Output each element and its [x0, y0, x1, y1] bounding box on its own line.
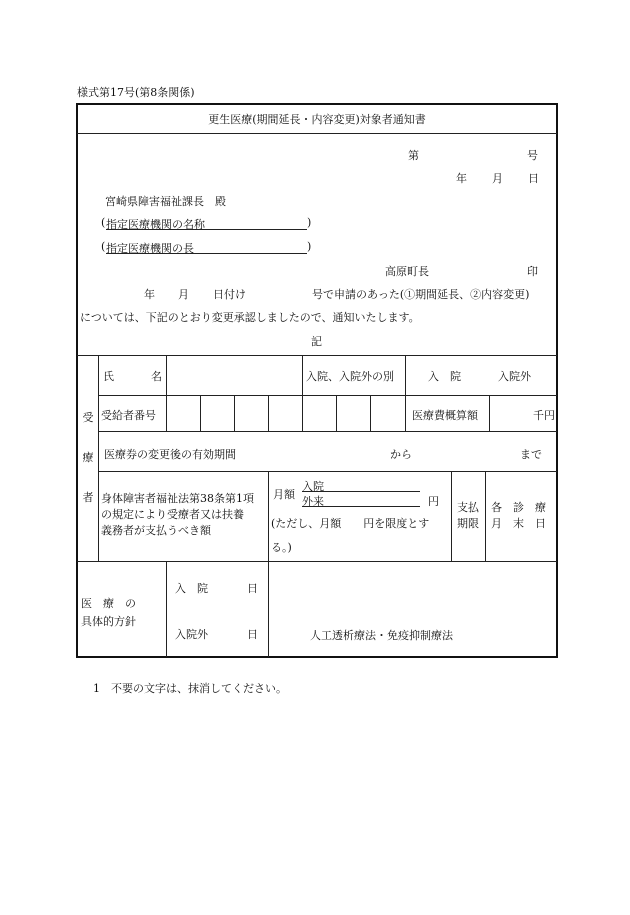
policy-outpatient-day: 日	[247, 628, 258, 641]
name-label-part2: 名	[151, 370, 162, 383]
number-suffix: 号	[527, 149, 538, 162]
policy-inpatient-day: 日	[247, 582, 258, 595]
institution-head-field[interactable]: 指定医療機関の長	[106, 242, 194, 255]
name-field-right	[302, 355, 303, 395]
body-request-text: 号で申請のあった(①期間延長、②内容変更)	[312, 288, 530, 301]
burden-line-3: 義務者が支払うべき額	[101, 524, 211, 537]
body-month: 月	[178, 288, 189, 301]
recipient-label-3: 者	[82, 491, 94, 504]
yen-unit: 円	[428, 495, 439, 508]
payment-deadline-line-1: 支払	[457, 501, 479, 514]
form-number-label: 様式第17号(第8条関係)	[77, 86, 195, 99]
recipient-column-divider	[98, 355, 99, 561]
limit-note-line-1: (ただし、月額 円を限度とす	[271, 517, 430, 530]
burden-line-2: の規定により受療者又は扶養	[101, 508, 244, 521]
paren-open-2: (	[101, 240, 106, 253]
payment-terms	[491, 500, 546, 532]
payment-terms-line-2: 月 末 日	[491, 517, 546, 530]
policy-divider-left	[166, 561, 167, 657]
digit-box-line-6	[370, 395, 371, 431]
mayor-title: 高原町長	[385, 265, 429, 278]
monthly-outpatient: 外来	[302, 495, 324, 508]
institution-name-underline	[106, 229, 307, 230]
addressee: 宮崎県障害福祉課長 殿	[105, 195, 226, 208]
treatment-text: 人工透析療法・免疫抑制療法	[310, 629, 453, 642]
institution-name-field[interactable]: 指定医療機関の名称	[106, 218, 205, 231]
medical-estimate-label: 医療費概算額	[412, 409, 478, 422]
policy-outpatient: 入院外	[175, 628, 208, 641]
body-year: 年	[144, 288, 155, 301]
recipient-label-2: 療	[82, 451, 94, 464]
digit-box-line-3	[268, 395, 269, 431]
policy-label	[81, 595, 136, 631]
paren-close-1: )	[307, 216, 312, 229]
date-day: 日	[528, 172, 539, 185]
date-year: 年	[456, 172, 467, 185]
digit-box-line-0	[166, 395, 167, 431]
inpatient-option[interactable]: 入 院	[428, 370, 461, 383]
digit-box-line-5	[336, 395, 337, 431]
policy-inpatient: 入 院	[175, 582, 208, 595]
date-month: 月	[492, 172, 503, 185]
form-title: 更生医療(期間延長・内容変更)対象者通知書	[208, 113, 426, 126]
digit-box-line-1	[200, 395, 201, 431]
body-approval-text: については、下記のとおり変更承認しましたので、通知いたします。	[80, 311, 420, 324]
title-divider	[77, 133, 557, 134]
table-top-line	[77, 355, 557, 356]
name-label-part1: 氏	[103, 370, 114, 383]
policy-divider-right	[268, 561, 269, 657]
monthly-label: 月額	[273, 488, 295, 501]
row2-bottom-line	[98, 431, 557, 432]
monthly-inpatient-underline	[302, 491, 420, 492]
row4-bottom-line	[77, 561, 557, 562]
digit-box-line-4	[302, 395, 303, 431]
validity-label: 医療券の変更後の有効期間	[104, 448, 236, 461]
inout-divider	[405, 355, 406, 431]
payment-deadline-line-2: 期限	[457, 517, 479, 530]
burden-label	[101, 491, 254, 539]
payment-terms-line-1: 各 診 療	[491, 501, 546, 514]
institution-head-underline	[106, 253, 307, 254]
burden-divider	[268, 471, 269, 561]
ki-heading: 記	[311, 335, 322, 348]
monthly-inpatient: 入院	[302, 480, 324, 493]
outpatient-option[interactable]: 入院外	[498, 370, 531, 383]
limit-note-line-2: る。)	[271, 541, 292, 554]
policy-label-line-2: 具体的方針	[81, 615, 136, 628]
name-divider	[166, 355, 167, 395]
inout-label: 入院、入院外の別	[306, 370, 394, 383]
seal-mark: 印	[527, 265, 538, 278]
row3-bottom-line	[98, 471, 557, 472]
validity-from: から	[390, 448, 412, 461]
paren-open-1: (	[101, 216, 106, 229]
deadline-divider-right	[485, 471, 486, 561]
estimate-unit: 千円	[533, 409, 555, 422]
estimate-divider	[489, 395, 490, 431]
payment-deadline-label	[457, 500, 479, 532]
burden-line-1: 身体障害者福祉法第38条第1項	[101, 492, 254, 505]
deadline-divider-left	[451, 471, 452, 561]
body-day-dated: 日付け	[213, 288, 246, 301]
validity-to: まで	[520, 448, 542, 461]
paren-close-2: )	[307, 240, 312, 253]
monthly-outpatient-underline	[302, 506, 420, 507]
digit-box-line-2	[234, 395, 235, 431]
recipient-label-1: 受	[82, 411, 94, 424]
number-prefix: 第	[408, 149, 419, 162]
footnote: 1 不要の文字は、抹消してください。	[93, 682, 287, 695]
policy-label-line-1: 医 療 の	[81, 597, 136, 610]
recipient-number-label: 受給者番号	[101, 409, 156, 422]
